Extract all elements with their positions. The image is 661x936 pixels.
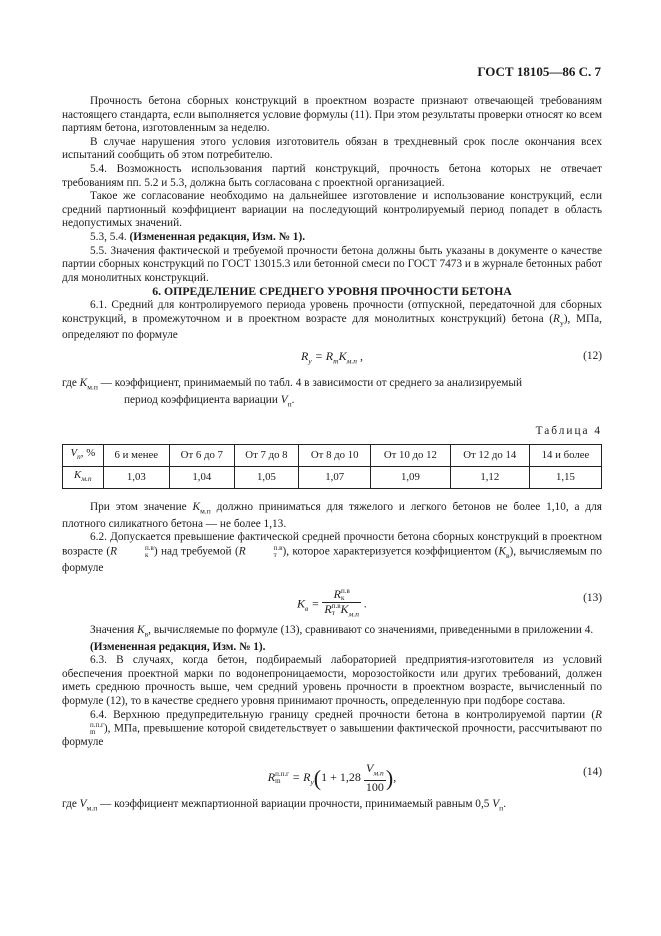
paragraph: В случае нарушения этого условия изготовитель обязан в трехдневный срок после окончания всех испытаний сообщить об этом потребителю. [62, 135, 602, 162]
paragraph: 6.4. Верхнюю предупредительную границу средней прочности бетона в контролируемой партии (R п.п.г m ), МПа, превышение которой свидетельствует о завышении фактической прочности, рассчитывают по формуле [62, 708, 602, 749]
paragraph: Такое же согласование необходимо на дальнейшее изготовление и использование конструкций, если средний партионный коэффициент вариации на последующий контролируемый период попадет в область недопустимых значений. [62, 190, 602, 230]
document-body [62, 95, 602, 815]
formula-expression: R п.п.г m = $R_у(1 + 1,28$ $\frac{V_{м.п}}{100}$ ), [267, 760, 397, 794]
table-cell: 1,04 [169, 466, 234, 488]
formula-number: (14) [583, 765, 602, 778]
table-cell: 14 и более [529, 445, 601, 467]
table-cell: От 6 до 7 [169, 445, 234, 467]
table-cell: 6 и менее [103, 445, 169, 467]
table-cell: От 10 до 12 [371, 445, 450, 467]
table-cell: 1,03 [103, 466, 169, 488]
paragraph: При этом значение $K_{м.п}$ должно приниматься для тяжелого и легкого бетонов не более 1,10, а для плотного силикатного бетона — не более 1,13. [62, 500, 602, 530]
table-cell: От 8 до 10 [299, 445, 371, 467]
where-clause: где $V_{м.п}$ — коэффициент межпартионной вариации прочности, принимаемый равным 0,5 $V_п$. [62, 797, 507, 813]
table-row [63, 466, 602, 488]
table-cell: 1,09 [371, 466, 450, 488]
formula-13 [62, 576, 602, 624]
formula-number: (12) [583, 349, 602, 362]
table-cell: 1,05 [234, 466, 299, 488]
table-title: Таблица 4 [535, 424, 602, 437]
paragraph: 6.1. Средний для контролируемого периода уровень прочности (отпускной, передаточной для сборных конструкций, в промежуточном и в проектном возрасте для монолитных конструкций) бетона $(R_у)$, МПа, определяют по формуле [62, 298, 602, 342]
table-cell: 1,07 [299, 466, 371, 488]
formula-14 [62, 750, 602, 798]
formula-number: (13) [583, 591, 602, 604]
row-label: $V_п$, % [63, 445, 104, 467]
where-clause: где $K_{м.п}$ — коэффициент, принимаемый по табл. 4 в зависимости от среднего за анализируемый период коэффициента вариации $V_п$. [62, 376, 523, 409]
table-row [63, 445, 602, 467]
paragraph: 5.4. Возможность использования партий конструкций, прочность бетона которых не отвечает требованиям пп. 5.2 и 5.3, должна быть согласована с проектной организацией. [62, 162, 602, 189]
section-title: 6. ОПРЕДЕЛЕНИЕ СРЕДНЕГО УРОВНЯ ПРОЧНОСТИ БЕТОНА [152, 284, 512, 299]
amendment-note: 5.3, 5.4. (Измененная редакция, Изм. № 1). [90, 230, 306, 243]
formula-12 [62, 343, 602, 377]
formula-expression: $R_у = R_тK_{м.п}$ , [301, 348, 363, 366]
page-header: ГОСТ 18105—86 С. 7 [477, 64, 601, 79]
amendment-note: (Измененная редакция, Изм. № 1). [90, 640, 266, 653]
paragraph: Значения $K_в$, вычисляемые по формуле (13), сравнивают со значениями, приведенными в приложении 4. [90, 623, 594, 639]
table-4 [62, 444, 602, 489]
table-cell: От 7 до 8 [234, 445, 299, 467]
row-label: $K_{м.п}$ [63, 466, 104, 488]
table-cell: От 12 до 14 [450, 445, 529, 467]
paragraph: 5.5. Значения фактической и требуемой прочности бетона должны быть указаны в документе о качестве партии сборных конструкций по ГОСТ 13015.3 или бетонной смеси по ГОСТ 7473 и в журнале бетонных работ для монолитных конструкций. [62, 244, 602, 284]
formula-expression: $K_в$ = R п.в к R п.в т $K_{м.п}$ . [297, 586, 367, 619]
paragraph: 6.3. В случаях, когда бетон, подбираемый лабораторией предприятия-изготовителя из условий обеспечения проектной марки по водонепроницаемости, морозостойкости или других требований, должен иметь среднюю прочность выше, чем средний уровень прочности в проектном возрасте, вычисленный по формуле (12), то в качестве среднего уровня принимают прочность, определенную при подборе состава. [62, 654, 602, 707]
table-cell: 1,12 [450, 466, 529, 488]
table-cell: 1,15 [529, 466, 601, 488]
paragraph: 6.2. Допускается превышение фактической средней прочности бетона сборных конструкций в проектном возрасте (R п.в к ) над требуемой (R п.в т ), которое характеризуется коэффициентом $(K_в)$, вычисляемым по формуле [62, 531, 602, 575]
paragraph: Прочность бетона сборных конструкций в проектном возрасте признают отвечающей требованиям настоящего стандарта, если выполняется условие формулы (11). При этом результаты проверки относят ко всем партиям бетона, изготовленным за неделю. [62, 95, 602, 135]
